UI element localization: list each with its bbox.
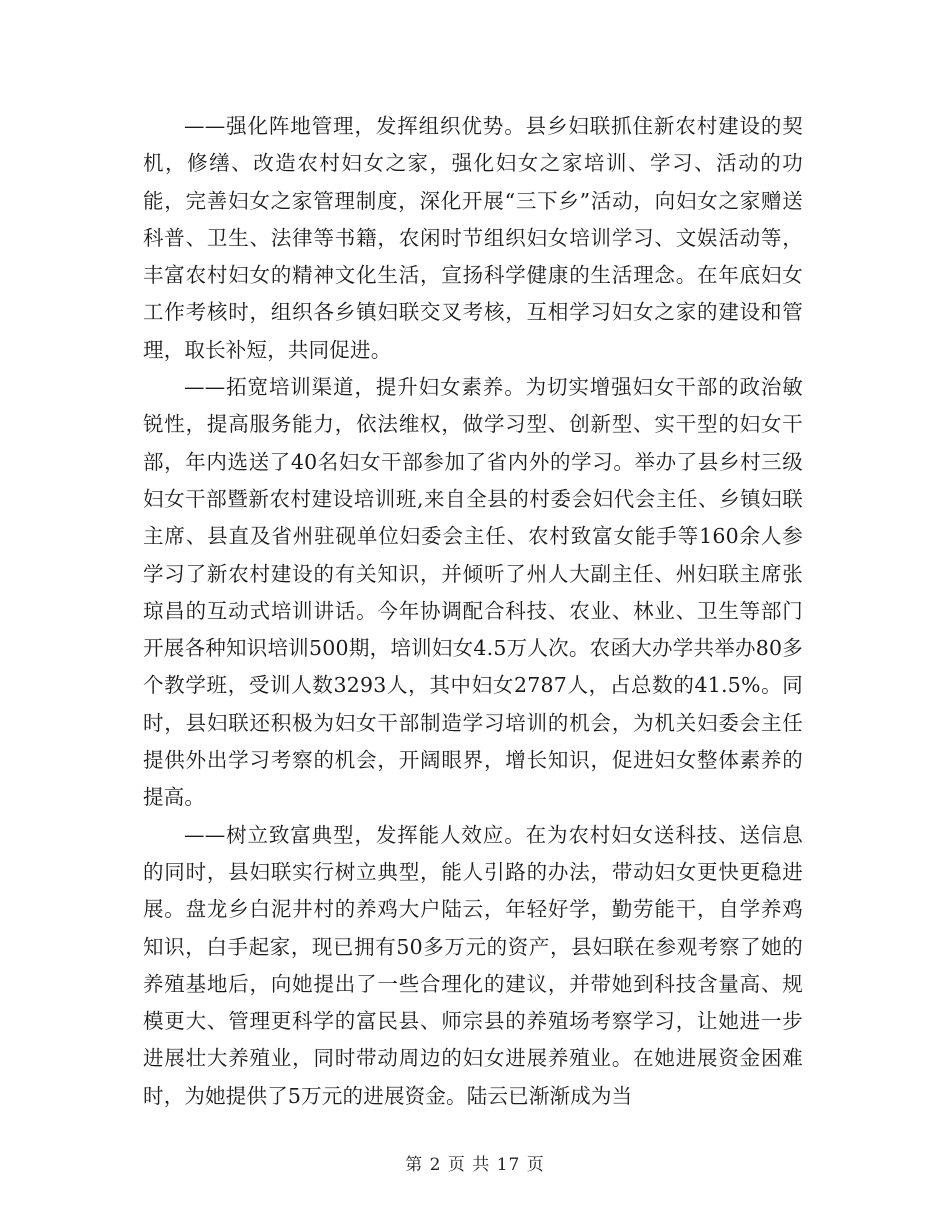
paragraph-training-channels: ——拓宽培训渠道，提升妇女素养。为切实增强妇女干部的政治敏锐性，提高服务能力，依法维权，做学习型、创新型、实干型的妇女干部，年内选送了40名妇女干部参加了省内外的学习。举办了县乡村三级妇女干部暨新农村建设培训班,来自全县的村委会妇代会主任、乡镇妇联主席、县直及省州驻砚单位妇委会主任、农村致富女能手等160余人参学习了新农村建设的有关知识，并倾听了州人大副主任、州妇联主席张琼昌的互动式培训讲话。今年协调配合科技、农业、林业、卫生等部门开展各种知识培训500期，培训妇女4.5万人次。农函大办学共举办80多个教学班，受训人数3293人，其中妇女2787人，占总数的41.5%。同时，县妇联还积极为妇女干部制造学习培训的机会，为机关妇委会主任提供外出学习考察的机会，开阔眼界，增长知识，促进妇女整体素养的提高。 (143, 375, 803, 810)
page-footer: 第 2 页 共 17 页 (405, 1155, 545, 1175)
paragraph-wealth-models: ——树立致富典型，发挥能人效应。在为农村妇女送科技、送信息的同时，县妇联实行树立典型，能人引路的办法，带动妇女更快更稳进展。盘龙乡白泥井村的养鸡大户陆云，年轻好学，勤劳能干，自学养鸡知识，白手起家，现已拥有50多万元的资产，县妇联在参观考察了她的养殖基地后，向她提出了一些合理化的建议，并带她到科技含量高、规模更大、管理更科学的富民县、师宗县的养殖场考察学习，让她进一步进展壮大养殖业，同时带动周边的妇女进展养殖业。在她进展资金困难时，为她提供了5万元的进展资金。陆云已渐渐成为当 (143, 822, 803, 1108)
document-body (143, 108, 803, 1115)
paragraph-position-management: ——强化阵地管理，发挥组织优势。县乡妇联抓住新农村建设的契机，修缮、改造农村妇女之家，强化妇女之家培训、学习、活动的功能，完善妇女之家管理制度，深化开展“三下乡”活动，向妇女之家赠送科普、卫生、法律等书籍，农闲时节组织妇女培训学习、文娱活动等，丰富农村妇女的精神文化生活，宣扬科学健康的生活理念。在年底妇女工作考核时，组织各乡镇妇联交叉考核，互相学习妇女之家的建设和管理，取长补短，共同促进。 (143, 114, 803, 362)
